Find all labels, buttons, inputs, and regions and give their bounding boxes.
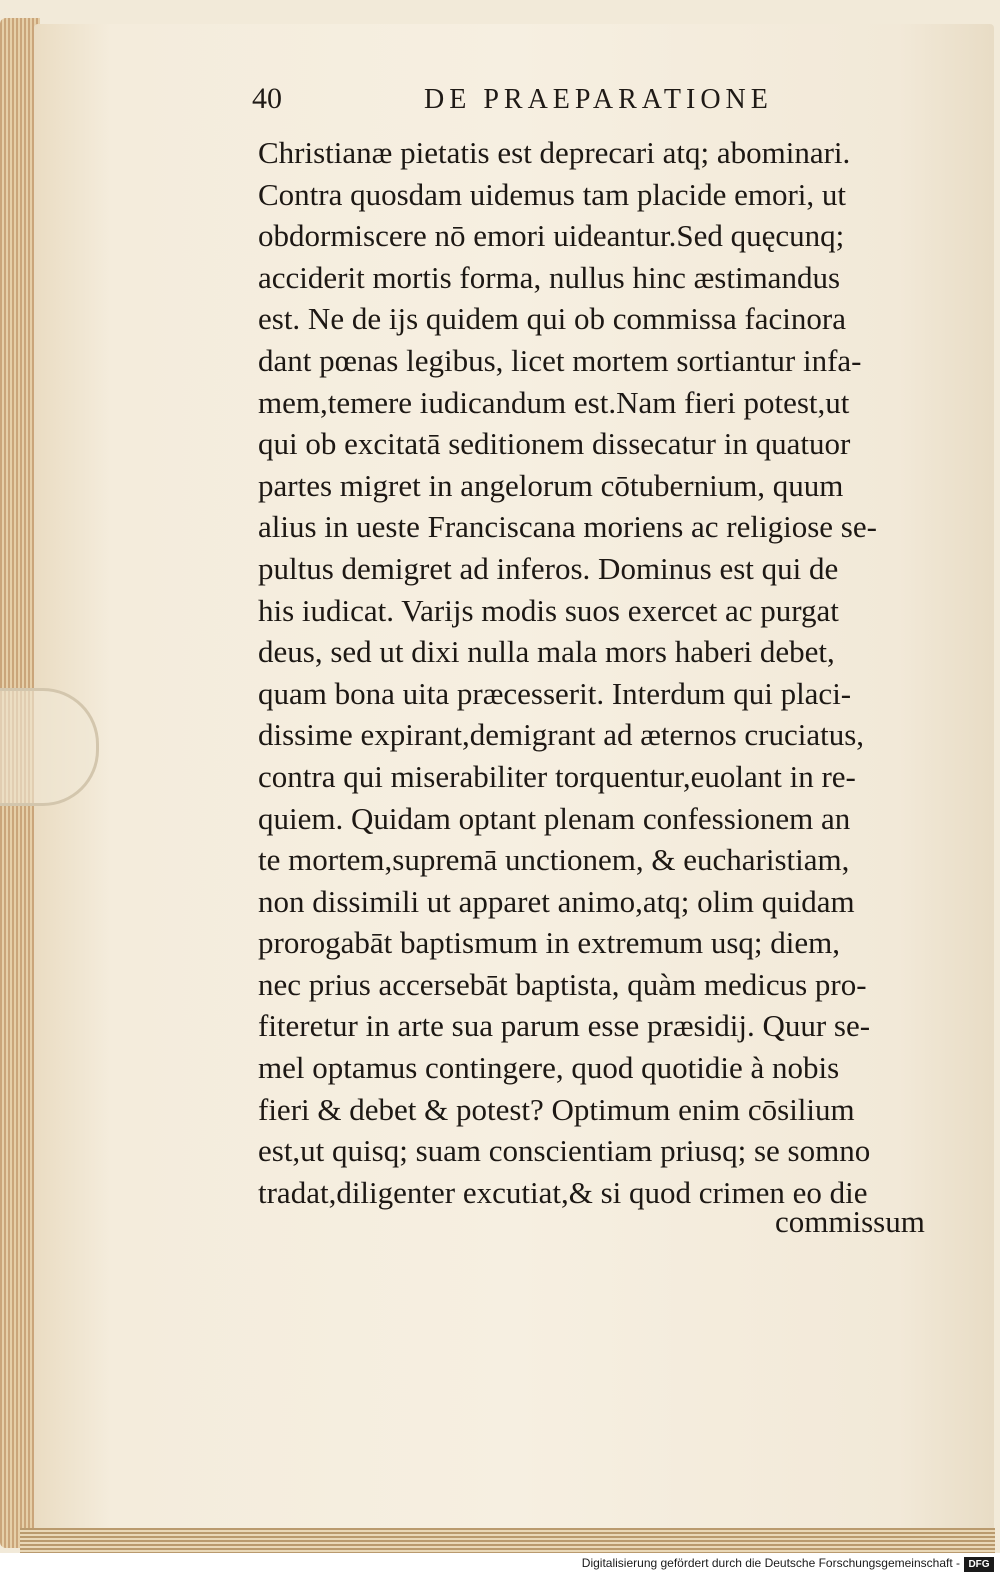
text-line: quiem. Quidam optant plenam confessionem an xyxy=(258,800,851,836)
digitization-note: Digitalisierung gefördert durch die Deutsche Forschungsgemeinschaft - xyxy=(581,1556,960,1570)
text-line: obdormiscere nō emori uideantur.Sed quęcunq; xyxy=(258,218,845,254)
text-line: Contra quosdam uidemus tam placide emori, ut xyxy=(258,176,847,212)
text-line: qui ob excitatā seditionem dissecatur in quatuor xyxy=(258,426,851,462)
text-line: quam bona uita præcesserit. Interdum qui placi- xyxy=(258,675,852,711)
text-line: acciderit mortis forma, nullus hinc æstimandus xyxy=(258,259,841,295)
text-line: partes migret in angelorum cōtubernium, quum xyxy=(258,467,844,503)
text-line: deus, sed ut dixi nulla mala mors haberi debet, xyxy=(258,634,835,670)
text-line: dissime expirant,demigrant ad æternos cruciatus, xyxy=(258,717,865,753)
main-text-block xyxy=(258,132,948,1213)
dfg-logo: DFG xyxy=(964,1557,994,1572)
digitization-footer xyxy=(0,1553,1000,1577)
text-line: non dissimili ut apparet animo,atq; olim quidam xyxy=(258,883,855,919)
text-line: alius in ueste Franciscana moriens ac religiose se- xyxy=(258,509,877,545)
text-line: prorogabāt baptismum in extremum usq; diem, xyxy=(258,925,841,961)
page-header xyxy=(252,78,952,126)
running-title: DE PRAEPARATIONE xyxy=(424,84,773,115)
text-line: his iudicat. Varijs modis suos exercet ac purgat xyxy=(258,592,839,628)
text-line: contra qui miserabiliter torquentur,euolant in re- xyxy=(258,758,856,794)
text-line: est,ut quisq; suam conscientiam priusq; se somno xyxy=(258,1133,871,1169)
catchword: commissum xyxy=(775,1204,925,1239)
page-number: 40 xyxy=(252,82,282,115)
text-line: fieri & debet & potest? Optimum enim cōsilium xyxy=(258,1091,855,1127)
text-line: est. Ne de ijs quidem qui ob commissa facinora xyxy=(258,301,847,337)
text-line: dant pœnas legibus, licet mortem sortiantur infa- xyxy=(258,342,862,378)
text-line: tradat,diligenter excutiat,& si quod crimen eo die xyxy=(258,1174,868,1210)
text-line: nec prius accersebāt baptista, quàm medicus pro- xyxy=(258,966,867,1002)
text-line: pultus demigret ad inferos. Dominus est qui de xyxy=(258,550,839,586)
text-line: Christianæ pietatis est deprecari atq; abominari. xyxy=(258,135,851,170)
text-line: fiteretur in arte sua parum esse præsidij. Quur se- xyxy=(258,1008,871,1044)
text-line: mem,temere iudicandum est.Nam fieri potest,ut xyxy=(258,384,850,420)
text-line: te mortem,supremā unctionem, & eucharistiam, xyxy=(258,842,850,878)
book-bottom-edges xyxy=(20,1528,995,1556)
text-line: mel optamus contingere, quod quotidie à nobis xyxy=(258,1050,840,1086)
